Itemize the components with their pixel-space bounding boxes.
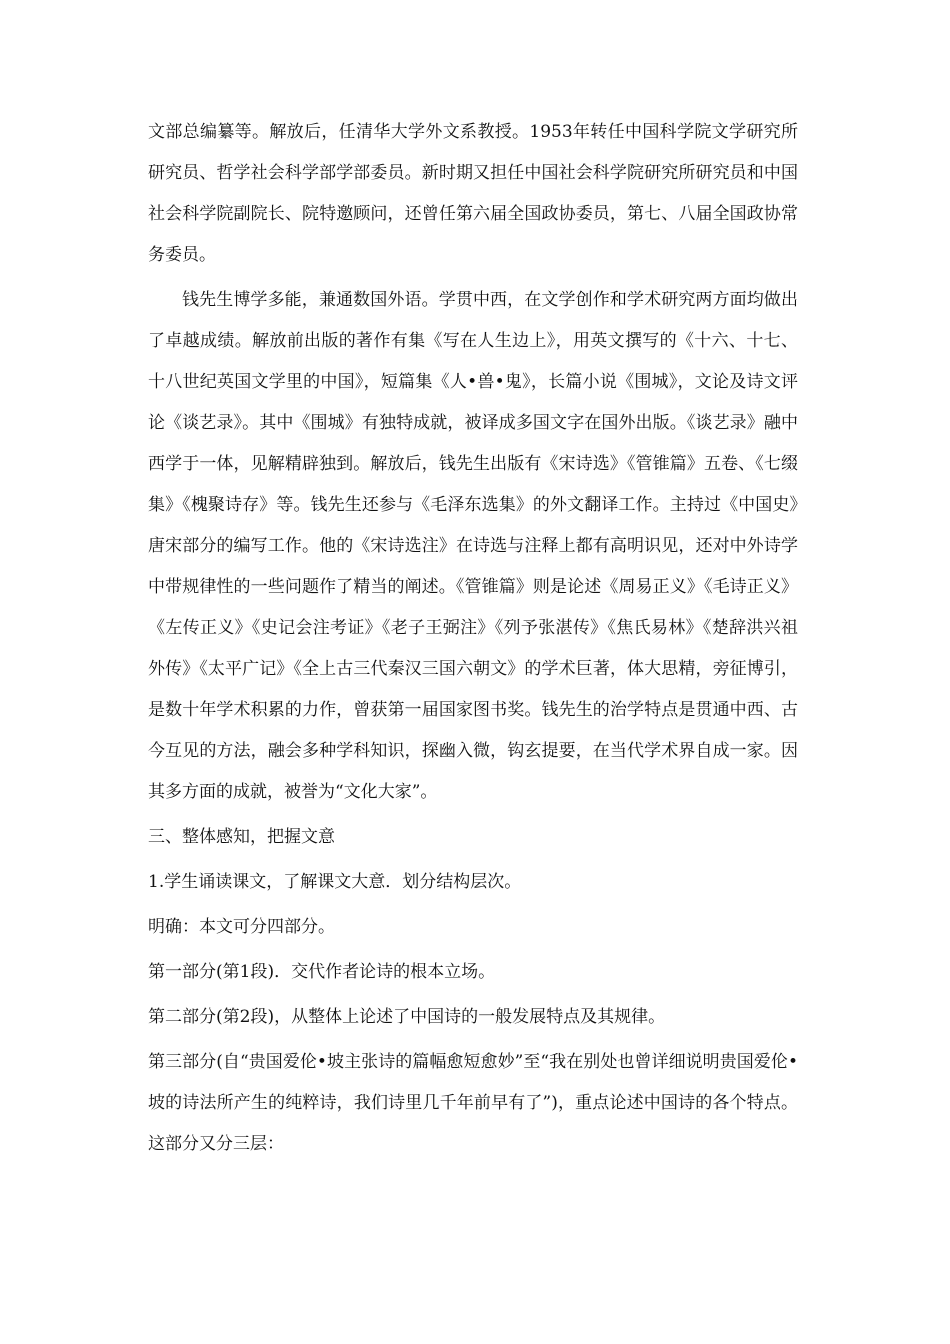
paragraph-part-3: 第三部分(自“贵国爱伦•坡主张诗的篇幅愈短愈妙”至“我在别处也曾详细说明贵国爱伦•坡的诗法所产生的纯粹诗，我们诗里几千年前早有了”)，重点论述中国诗的各个特点。这部分又分三层： [148, 1052, 798, 1154]
paragraph-clarify: 明确：本文可分四部分。 [148, 917, 335, 937]
paragraph-scholarship: 钱先生博学多能，兼通数国外语。学贯中西，在文学创作和学术研究两方面均做出了卓越成绩。解放前出版的著作有集《写在人生边上》，用英文撰写的《十六、十七、十八世纪英国文学里的中国》，短篇集《人•兽•鬼》，长篇小说《围城》，文论及诗文评论《谈艺录》。其中《围城》有独特成就，被译成多国文字在国外出版。《谈艺录》融中西学于一体，见解精辟独到。解放后，钱先生出版有《宋诗选》《管锥篇》五卷、《七缀集》《槐聚诗存》等。钱先生还参与《毛泽东选集》的外文翻译工作。主持过《中国史》唐宋部分的编写工作。他的《宋诗选注》在诗选与注释上都有高明识见，还对中外诗学中带规律性的一些问题作了精当的阐述。《管锥篇》则是论述《周易正义》《毛诗正义》《左传正义》《史记会注考证》《老子王弼注》《列予张湛传》《焦氏易林》《楚辞洪兴祖外传》《太平广记》《全上古三代秦汉三国六朝文》的学术巨著，体大思精，旁征博引，是数十年学术积累的力作，曾获第一届国家图书奖。钱先生的治学特点是贯通中西、古今互见的方法，融会多种学科知识，探幽入微，钩玄提要，在当代学术界自成一家。因其多方面的成就，被誉为“文化大家”。 [148, 290, 798, 802]
paragraph-part-1: 第一部分(第1段)．交代作者论诗的根本立场。 [148, 962, 496, 982]
paragraph-part-2: 第二部分(第2段)，从整体上论述了中国诗的一般发展特点及其规律。 [148, 1007, 666, 1027]
section-heading-overall-perception: 三、整体感知，把握文意 [148, 827, 335, 847]
paragraph-task-1: 1.学生诵读课文，了解课文大意．划分结构层次。 [148, 872, 522, 892]
paragraph-biography-continued: 文部总编纂等。解放后，任清华大学外文系教授。1953年转任中国科学院文学研究所研究员、哲学社会科学部学部委员。新时期又担任中国社会科学院研究所研究员和中国社会科学院副院长、院特邀顾问，还曾任第六届全国政协委员，第七、八届全国政协常务委员。 [148, 122, 798, 265]
document-body [148, 112, 798, 1165]
